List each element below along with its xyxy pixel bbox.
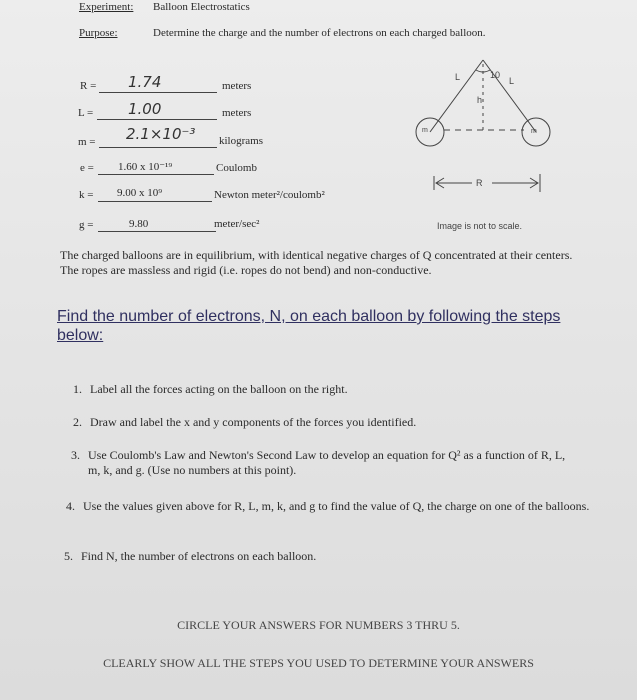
var-k-unit: Newton meter²/coulomb² [214, 189, 325, 201]
var-e-blank [98, 174, 214, 175]
step-1 [73, 382, 593, 398]
step-text: Find N, the number of electrons on each balloon. [81, 549, 317, 563]
experiment-label: Experiment: [79, 1, 134, 13]
var-l-blank [97, 119, 217, 120]
var-m-unit: kilograms [219, 135, 263, 147]
var-g-value: 9.80 [129, 218, 149, 230]
var-e-symbol: e = [80, 162, 94, 174]
step-5 [64, 549, 584, 565]
step-number: 2. [73, 415, 82, 429]
var-e-value: 1.60 x 10⁻¹⁹ [118, 161, 173, 173]
circle-answers-note: CIRCLE YOUR ANSWERS FOR NUMBERS 3 THRU 5. [177, 618, 460, 632]
var-k-blank [98, 201, 212, 202]
var-l-symbol: L = [78, 107, 94, 119]
purpose-text: Determine the charge and the number of electrons on each charged balloon. [153, 27, 486, 39]
right-l-label: L [509, 76, 515, 86]
step-number: 1. [73, 382, 82, 396]
var-e-unit: Coulomb [216, 162, 257, 174]
var-m-blank [99, 147, 217, 148]
var-g-blank [98, 231, 216, 232]
step-text: Label all the forces acting on the balloon on the right. [90, 382, 348, 396]
show-steps-note: CLEARLY SHOW ALL THE STEPS YOU USED TO DETERMINE YOUR ANSWERS [103, 656, 534, 670]
var-r-symbol: R = [80, 80, 97, 92]
step-text: Draw and label the x and y components of the forces you identified. [90, 415, 417, 429]
var-g-symbol: g = [79, 219, 94, 231]
var-r-blank [99, 92, 217, 93]
scale-note: Image is not to scale. [437, 221, 523, 231]
left-balloon-label: m [422, 127, 428, 134]
var-m-symbol: m = [78, 136, 96, 148]
instructions-heading: Find the number of electrons, N, on each balloon by following the steps below: [57, 308, 561, 344]
balloon-diagram [400, 58, 570, 233]
left-rope [430, 60, 483, 132]
angle-label: 10 [490, 70, 501, 80]
var-k-symbol: k = [79, 189, 94, 201]
var-k-value: 9.00 x 10⁹ [117, 187, 163, 199]
step-number: 3. [71, 448, 80, 462]
step-text: Use the values given above for R, L, m, k, and g to find the value of Q, the charge on one of the balloons. [83, 499, 590, 513]
step-number: 5. [64, 549, 73, 563]
var-l-value: 1.00 [128, 100, 162, 118]
purpose-label: Purpose: [79, 27, 118, 39]
var-m-value: 2.1×10⁻³ [126, 125, 196, 143]
distance-label: R [476, 178, 483, 188]
var-l-unit: meters [222, 107, 252, 119]
step-4 [66, 499, 596, 531]
height-label: h [477, 95, 483, 105]
var-g-unit: meter/sec² [214, 218, 260, 230]
step-3 [71, 448, 591, 480]
experiment-title: Balloon Electrostatics [153, 1, 250, 13]
var-r-unit: meters [222, 80, 252, 92]
step-2 [73, 415, 593, 431]
var-r-value: 1.74 [128, 73, 162, 91]
step-number: 4. [66, 499, 75, 513]
right-balloon-label: m [531, 128, 537, 135]
step-text: Use Coulomb's Law and Newton's Second Law to develop an equation for Q² as a function of R, L, m, k, and g. (Use no numbers at this point). [88, 448, 566, 477]
left-l-label: L [455, 72, 461, 82]
description-paragraph: The charged balloons are in equilibrium, with identical negative charges of Q concentrated at their centers. The ropes are massless and rigid (i.e. ropes do not bend) and non-conductive. [60, 248, 573, 277]
